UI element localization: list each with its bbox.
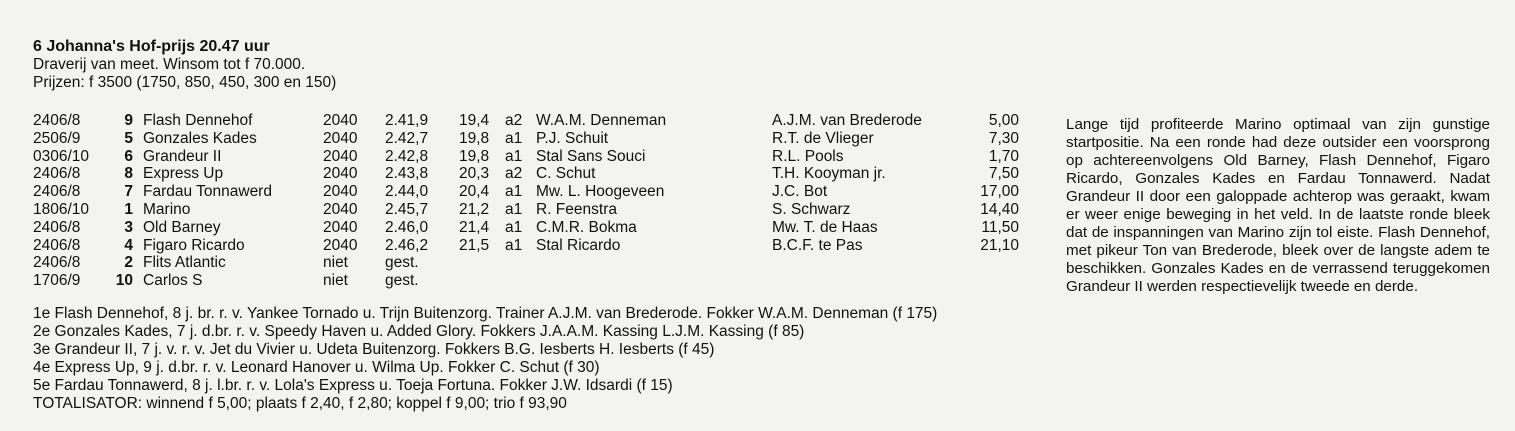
result-dist: 2040 xyxy=(323,236,358,254)
result-odds: 17,00 xyxy=(980,183,1019,201)
result-name: Grandeur II xyxy=(143,147,222,165)
result-name: Flits Atlantic xyxy=(143,254,226,272)
result-start: a2 xyxy=(505,165,523,183)
result-form: 2406/8 xyxy=(33,183,81,201)
result-owner: W.A.M. Denneman xyxy=(536,112,667,129)
breeder-line: 4e Express Up, 9 j. d.br. r. v. Leonard Hanover u. Wilma Up. Fokker C. Schut (f 30) xyxy=(33,359,600,376)
result-owner: Stal Sans Souci xyxy=(536,147,646,165)
result-num: 9 xyxy=(124,112,133,129)
result-odds: 21,10 xyxy=(980,236,1019,254)
result-time: 2.45,7 xyxy=(385,200,429,218)
result-num: 3 xyxy=(124,218,133,236)
result-driver: A.J.M. van Brederode xyxy=(772,112,922,129)
breeder-list xyxy=(33,305,937,413)
result-dist: 2040 xyxy=(323,129,358,147)
result-ratio: 19,4 xyxy=(459,112,490,129)
result-driver: Mw. T. de Haas xyxy=(772,218,878,236)
result-form: 2406/8 xyxy=(33,218,81,236)
result-dist: 2040 xyxy=(323,165,358,183)
result-owner: R. Feenstra xyxy=(536,200,617,218)
result-dist: 2040 xyxy=(323,183,358,201)
totalisator-line: TOTALISATOR: winnend f 5,00; plaats f 2,40, f 2,80; koppel f 9,00; trio f 93,90 xyxy=(33,395,567,412)
result-form: 1706/9 xyxy=(33,272,81,290)
result-ratio: 20,4 xyxy=(459,183,490,201)
result-name: Marino xyxy=(143,200,191,218)
race-header xyxy=(33,38,336,92)
result-owner: C. Schut xyxy=(536,165,596,183)
result-driver: R.T. de Vlieger xyxy=(772,129,874,147)
result-num: 7 xyxy=(124,183,133,201)
result-odds: 5,00 xyxy=(988,112,1019,129)
commentary-text: Lange tijd profiteerde Marino optimaal van zijn gunstige startpositie. Na een ronde had deze outsider een voorsprong op achtereenvolgens Old Barney, Flash Dennehof, Figaro Ricardo, Gonzales Kades en Fardau Tonnawerd. Nadat Grandeur II door een galoppade achterop was geraakt, kwam er weer enige beweging in het veld. In de laatste ronde bleek dat de inspanningen van Marino zijn tol eiste. Flash Dennehof, met pikeur Ton van Brederode, bleek over de langste adem te beschikken. Gonzales Kades en de verrassend teruggekomen Grandeur II werden respectievelijk tweede en derde. xyxy=(1066,116,1490,295)
result-owner: Stal Ricardo xyxy=(536,236,621,254)
breeder-line: 1e Flash Dennehof, 8 j. br. r. v. Yankee Tornado u. Trijn Buitenzorg. Trainer A.J.M. van Brederode. Fokker W.A.M. Denneman (f 175) xyxy=(33,305,938,322)
result-owner: Mw. L. Hoogeveen xyxy=(536,183,665,201)
result-time: gest. xyxy=(385,272,419,290)
result-driver: B.C.F. te Pas xyxy=(772,236,863,254)
result-num: 5 xyxy=(124,129,133,147)
result-dist: 2040 xyxy=(323,147,358,165)
result-start: a1 xyxy=(505,129,523,147)
result-owner: C.M.R. Bokma xyxy=(536,218,637,236)
result-time: gest. xyxy=(385,254,419,272)
result-odds: 11,50 xyxy=(981,218,1019,236)
result-ratio: 19,8 xyxy=(459,147,490,165)
result-form: 2506/9 xyxy=(33,129,81,147)
breeder-line: 5e Fardau Tonnawerd, 8 j. l.br. r. v. Lola's Express u. Toeja Fortuna. Fokker J.W. Idsardi (f 15) xyxy=(33,377,673,394)
breeder-line: 2e Gonzales Kades, 7 j. d.br. r. v. Speedy Haven u. Added Glory. Fokkers J.A.A.M. Kassing L.J.M. Kassing (f 85) xyxy=(33,323,805,340)
result-name: Figaro Ricardo xyxy=(143,236,245,254)
result-odds: 7,30 xyxy=(988,129,1019,147)
result-form: 0306/10 xyxy=(33,147,90,165)
result-time: 2.46,2 xyxy=(385,236,429,254)
result-odds: 7,50 xyxy=(988,165,1019,183)
result-ratio: 19,8 xyxy=(459,129,490,147)
result-name: Flash Dennehof xyxy=(143,112,253,129)
result-form: 2406/8 xyxy=(33,254,81,272)
race-title: 6 Johanna's Hof-prijs 20.47 uur xyxy=(33,38,270,55)
result-ratio: 21,5 xyxy=(459,236,490,254)
result-num: 8 xyxy=(124,165,133,183)
result-ratio: 20,3 xyxy=(459,165,490,183)
result-dist: niet xyxy=(323,272,348,290)
result-driver: S. Schwarz xyxy=(772,200,851,218)
result-owner: P.J. Schuit xyxy=(536,129,609,147)
result-driver: R.L. Pools xyxy=(772,147,844,165)
race-subtitle: Draverij van meet. Winsom tot f 70.000. xyxy=(33,56,306,73)
result-num: 10 xyxy=(115,272,133,290)
result-name: Express Up xyxy=(143,165,224,183)
result-time: 2.42,8 xyxy=(385,147,429,165)
result-time: 2.43,8 xyxy=(385,165,429,183)
result-num: 6 xyxy=(124,147,133,165)
result-form: 2406/8 xyxy=(33,236,81,254)
breeder-line: 3e Grandeur II, 7 j. v. r. v. Jet du Vivier u. Udeta Buitenzorg. Fokkers B.G. Iesberts H. Iesberts (f 45) xyxy=(33,341,715,358)
race-commentary xyxy=(1066,116,1490,296)
result-dist: 2040 xyxy=(323,218,358,236)
result-name: Gonzales Kades xyxy=(143,129,257,147)
result-name: Carlos S xyxy=(143,272,203,290)
result-start: a1 xyxy=(505,183,523,201)
result-num: 4 xyxy=(124,236,133,254)
result-num: 2 xyxy=(124,254,133,272)
result-num: 1 xyxy=(124,200,133,218)
result-driver: J.C. Bot xyxy=(772,183,828,201)
result-time: 2.46,0 xyxy=(385,218,429,236)
result-time: 2.42,7 xyxy=(385,129,429,147)
result-name: Old Barney xyxy=(143,218,221,236)
result-ratio: 21,2 xyxy=(459,200,490,218)
race-prizes: Prijzen: f 3500 (1750, 850, 450, 300 en 150) xyxy=(33,74,337,91)
result-dist: 2040 xyxy=(323,200,358,218)
result-start: a1 xyxy=(505,236,523,254)
result-form: 2406/8 xyxy=(33,165,81,183)
result-ratio: 21,4 xyxy=(459,218,490,236)
result-odds: 1,70 xyxy=(988,147,1019,165)
result-dist: niet xyxy=(323,254,348,272)
result-name: Fardau Tonnawerd xyxy=(143,183,272,201)
result-start: a1 xyxy=(505,218,523,236)
result-odds: 14,40 xyxy=(980,200,1019,218)
result-driver: T.H. Kooyman jr. xyxy=(772,165,886,183)
result-start: a1 xyxy=(505,200,523,218)
result-start: a1 xyxy=(505,147,523,165)
result-form: 2406/8 xyxy=(33,112,81,129)
result-form: 1806/10 xyxy=(33,200,90,218)
result-start: a2 xyxy=(505,112,523,129)
result-time: 2.44,0 xyxy=(385,183,429,201)
result-time: 2.41,9 xyxy=(385,112,429,129)
result-dist: 2040 xyxy=(323,112,358,129)
